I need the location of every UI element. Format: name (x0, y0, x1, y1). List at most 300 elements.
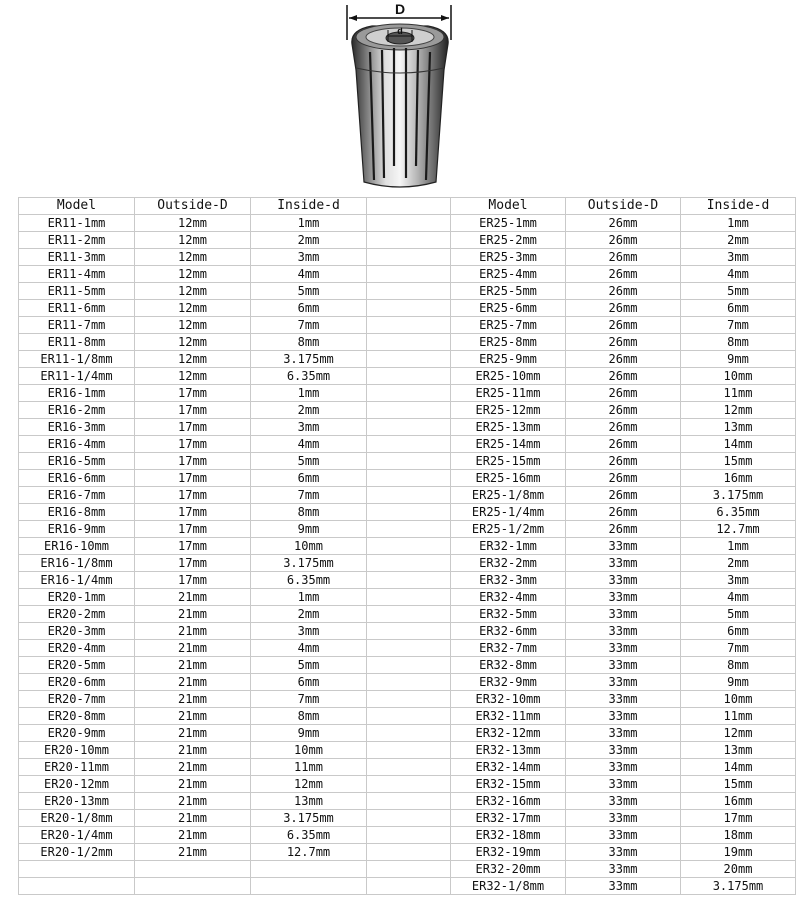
spacer-cell (367, 776, 451, 793)
model-cell: ER20-1mm (19, 589, 135, 606)
inside-d-cell: 1mm (251, 589, 367, 606)
model-cell: ER25-13mm (451, 419, 566, 436)
model-cell: ER32-1mm (451, 538, 566, 555)
table-row (19, 606, 796, 623)
table-row (19, 300, 796, 317)
model-cell: ER11-3mm (19, 249, 135, 266)
spacer-cell (367, 555, 451, 572)
outside-d-cell: 33mm (566, 725, 681, 742)
table-row (19, 640, 796, 657)
inside-d-cell: 2mm (681, 555, 796, 572)
model-cell: ER32-20mm (451, 861, 566, 878)
outside-d-cell: 33mm (566, 810, 681, 827)
table-row (19, 470, 796, 487)
outside-d-cell: 26mm (566, 521, 681, 538)
column-header: Model (19, 198, 135, 215)
model-cell: ER32-17mm (451, 810, 566, 827)
inside-d-cell: 2mm (251, 606, 367, 623)
inside-d-cell: 5mm (251, 657, 367, 674)
outside-d-cell: 12mm (135, 300, 251, 317)
model-cell: ER16-1/8mm (19, 555, 135, 572)
outside-d-cell: 33mm (566, 589, 681, 606)
spacer-cell (367, 844, 451, 861)
outside-d-cell: 21mm (135, 793, 251, 810)
inside-d-cell: 18mm (681, 827, 796, 844)
model-cell: ER20-6mm (19, 674, 135, 691)
table-row (19, 861, 796, 878)
model-cell: ER16-5mm (19, 453, 135, 470)
outside-d-cell: 17mm (135, 453, 251, 470)
model-cell: ER11-8mm (19, 334, 135, 351)
outside-d-cell: 12mm (135, 232, 251, 249)
model-cell: ER32-2mm (451, 555, 566, 572)
outside-d-cell: 26mm (566, 232, 681, 249)
outside-d-cell: 26mm (566, 487, 681, 504)
model-cell: ER32-6mm (451, 623, 566, 640)
model-cell: ER20-8mm (19, 708, 135, 725)
inside-d-cell: 9mm (681, 351, 796, 368)
outside-d-cell: 12mm (135, 334, 251, 351)
outside-d-cell: 33mm (566, 623, 681, 640)
outside-d-cell: 17mm (135, 555, 251, 572)
model-cell: ER11-4mm (19, 266, 135, 283)
inside-d-cell: 7mm (681, 317, 796, 334)
model-cell: ER20-2mm (19, 606, 135, 623)
model-cell: ER16-10mm (19, 538, 135, 555)
outside-d-cell: 26mm (566, 402, 681, 419)
outside-d-cell: 17mm (135, 521, 251, 538)
inside-d-cell: 3mm (251, 623, 367, 640)
spacer-cell (367, 810, 451, 827)
model-cell: ER25-8mm (451, 334, 566, 351)
outside-d-cell: 26mm (566, 385, 681, 402)
model-cell: ER20-5mm (19, 657, 135, 674)
model-cell: ER20-1/4mm (19, 827, 135, 844)
model-cell: ER25-4mm (451, 266, 566, 283)
model-cell: ER32-5mm (451, 606, 566, 623)
model-cell: ER11-1/4mm (19, 368, 135, 385)
outside-d-cell: 26mm (566, 334, 681, 351)
table-row (19, 334, 796, 351)
model-cell: ER25-6mm (451, 300, 566, 317)
empty-cell (251, 878, 367, 895)
outside-d-cell: 21mm (135, 827, 251, 844)
outer-diameter-label: D (394, 1, 406, 17)
inside-d-cell: 4mm (251, 436, 367, 453)
inside-d-cell: 6mm (251, 300, 367, 317)
table-row (19, 266, 796, 283)
outside-d-cell: 33mm (566, 538, 681, 555)
inside-d-cell: 11mm (251, 759, 367, 776)
table-row (19, 623, 796, 640)
table-row (19, 453, 796, 470)
table-row (19, 215, 796, 232)
outside-d-cell: 21mm (135, 742, 251, 759)
model-cell: ER32-19mm (451, 844, 566, 861)
spacer-cell (367, 249, 451, 266)
outside-d-cell: 21mm (135, 606, 251, 623)
inside-d-cell: 12mm (251, 776, 367, 793)
inside-d-cell: 12mm (681, 725, 796, 742)
empty-cell (19, 878, 135, 895)
inside-d-cell: 3.175mm (681, 487, 796, 504)
inside-d-cell: 12mm (681, 402, 796, 419)
spacer-cell (367, 538, 451, 555)
outside-d-cell: 21mm (135, 708, 251, 725)
model-cell: ER25-1/4mm (451, 504, 566, 521)
inside-d-cell: 13mm (681, 742, 796, 759)
model-cell: ER25-2mm (451, 232, 566, 249)
outside-d-cell: 26mm (566, 419, 681, 436)
model-cell: ER16-6mm (19, 470, 135, 487)
inside-d-cell: 3mm (681, 572, 796, 589)
column-header: Inside-d (251, 198, 367, 215)
outside-d-cell: 12mm (135, 317, 251, 334)
table-row (19, 385, 796, 402)
outside-d-cell: 26mm (566, 470, 681, 487)
model-cell: ER16-9mm (19, 521, 135, 538)
table-row (19, 742, 796, 759)
outside-d-cell: 26mm (566, 504, 681, 521)
inside-d-cell: 16mm (681, 470, 796, 487)
outside-d-cell: 26mm (566, 249, 681, 266)
spacer-cell (367, 861, 451, 878)
inside-d-cell: 3mm (251, 419, 367, 436)
model-cell: ER25-10mm (451, 368, 566, 385)
inside-d-cell: 11mm (681, 708, 796, 725)
model-cell: ER25-7mm (451, 317, 566, 334)
model-cell: ER25-1/8mm (451, 487, 566, 504)
inside-d-cell: 14mm (681, 759, 796, 776)
model-cell: ER32-15mm (451, 776, 566, 793)
model-cell: ER20-13mm (19, 793, 135, 810)
outside-d-cell: 21mm (135, 844, 251, 861)
inside-d-cell: 2mm (681, 232, 796, 249)
table-header-row (19, 198, 796, 215)
inside-d-cell: 12.7mm (681, 521, 796, 538)
table-row (19, 402, 796, 419)
outside-d-cell: 12mm (135, 266, 251, 283)
model-cell: ER25-15mm (451, 453, 566, 470)
outside-d-cell: 17mm (135, 538, 251, 555)
model-cell: ER25-5mm (451, 283, 566, 300)
column-header: Outside-D (135, 198, 251, 215)
table-row (19, 844, 796, 861)
outside-d-cell: 33mm (566, 555, 681, 572)
table-row (19, 657, 796, 674)
model-cell: ER20-11mm (19, 759, 135, 776)
inside-d-cell: 12.7mm (251, 844, 367, 861)
table-row (19, 878, 796, 895)
outside-d-cell: 17mm (135, 487, 251, 504)
model-cell: ER25-12mm (451, 402, 566, 419)
inside-d-cell: 8mm (681, 657, 796, 674)
spacer-cell (367, 385, 451, 402)
spacer-cell (367, 351, 451, 368)
table-row (19, 419, 796, 436)
outside-d-cell: 33mm (566, 793, 681, 810)
table-row (19, 572, 796, 589)
outside-d-cell: 33mm (566, 708, 681, 725)
outside-d-cell: 26mm (566, 266, 681, 283)
table-row (19, 691, 796, 708)
outside-d-cell: 12mm (135, 351, 251, 368)
table-row (19, 759, 796, 776)
outside-d-cell: 26mm (566, 453, 681, 470)
outside-d-cell: 21mm (135, 657, 251, 674)
inside-d-cell: 3.175mm (251, 555, 367, 572)
model-cell: ER11-7mm (19, 317, 135, 334)
collet-spec-table (18, 197, 796, 895)
outside-d-cell: 33mm (566, 606, 681, 623)
spacer-cell (367, 198, 451, 215)
inside-d-cell: 16mm (681, 793, 796, 810)
inside-d-cell: 13mm (251, 793, 367, 810)
table-row (19, 436, 796, 453)
inside-d-cell: 19mm (681, 844, 796, 861)
inside-d-cell: 4mm (681, 266, 796, 283)
spacer-cell (367, 657, 451, 674)
spacer-cell (367, 606, 451, 623)
model-cell: ER25-1mm (451, 215, 566, 232)
spacer-cell (367, 640, 451, 657)
outside-d-cell: 33mm (566, 572, 681, 589)
inside-d-cell: 8mm (251, 708, 367, 725)
inside-d-cell: 3.175mm (681, 878, 796, 895)
outside-d-cell: 26mm (566, 215, 681, 232)
spacer-cell (367, 759, 451, 776)
spacer-cell (367, 334, 451, 351)
outside-d-cell: 33mm (566, 827, 681, 844)
outside-d-cell: 21mm (135, 640, 251, 657)
table-row (19, 487, 796, 504)
model-cell: ER32-13mm (451, 742, 566, 759)
spacer-cell (367, 742, 451, 759)
inside-d-cell: 10mm (251, 742, 367, 759)
empty-cell (251, 861, 367, 878)
table-row (19, 589, 796, 606)
inside-d-cell: 7mm (251, 317, 367, 334)
inside-d-cell: 3.175mm (251, 351, 367, 368)
inside-d-cell: 1mm (251, 385, 367, 402)
table-row (19, 317, 796, 334)
spacer-cell (367, 827, 451, 844)
model-cell: ER32-18mm (451, 827, 566, 844)
outside-d-cell: 12mm (135, 283, 251, 300)
inside-d-cell: 8mm (251, 504, 367, 521)
empty-cell (135, 861, 251, 878)
outside-d-cell: 26mm (566, 351, 681, 368)
table-row (19, 555, 796, 572)
inside-d-cell: 7mm (251, 691, 367, 708)
spacer-cell (367, 572, 451, 589)
inside-d-cell: 6mm (251, 470, 367, 487)
spacer-cell (367, 453, 451, 470)
outside-d-cell: 21mm (135, 776, 251, 793)
model-cell: ER20-9mm (19, 725, 135, 742)
model-cell: ER32-9mm (451, 674, 566, 691)
inside-d-cell: 8mm (251, 334, 367, 351)
outside-d-cell: 33mm (566, 657, 681, 674)
outside-d-cell: 21mm (135, 623, 251, 640)
spacer-cell (367, 691, 451, 708)
spacer-cell (367, 504, 451, 521)
model-cell: ER32-8mm (451, 657, 566, 674)
spacer-cell (367, 725, 451, 742)
inside-d-cell: 7mm (681, 640, 796, 657)
outside-d-cell: 21mm (135, 674, 251, 691)
column-header: Outside-D (566, 198, 681, 215)
table-row (19, 810, 796, 827)
outside-d-cell: 26mm (566, 368, 681, 385)
outside-d-cell: 26mm (566, 317, 681, 334)
inside-d-cell: 9mm (251, 725, 367, 742)
table-row (19, 793, 796, 810)
inside-d-cell: 15mm (681, 776, 796, 793)
inside-d-cell: 3mm (681, 249, 796, 266)
spacer-cell (367, 283, 451, 300)
inside-d-cell: 4mm (251, 640, 367, 657)
outside-d-cell: 33mm (566, 674, 681, 691)
spacer-cell (367, 300, 451, 317)
inside-d-cell: 6.35mm (251, 572, 367, 589)
model-cell: ER32-16mm (451, 793, 566, 810)
outside-d-cell: 33mm (566, 844, 681, 861)
outside-d-cell: 26mm (566, 300, 681, 317)
spacer-cell (367, 266, 451, 283)
inside-d-cell: 13mm (681, 419, 796, 436)
spacer-cell (367, 674, 451, 691)
model-cell: ER32-4mm (451, 589, 566, 606)
empty-cell (135, 878, 251, 895)
table-row (19, 708, 796, 725)
inside-d-cell: 4mm (251, 266, 367, 283)
outside-d-cell: 17mm (135, 419, 251, 436)
outside-d-cell: 21mm (135, 759, 251, 776)
outside-d-cell: 26mm (566, 436, 681, 453)
spacer-cell (367, 232, 451, 249)
table-row (19, 725, 796, 742)
inside-d-cell: 6.35mm (681, 504, 796, 521)
outside-d-cell: 17mm (135, 470, 251, 487)
model-cell: ER20-4mm (19, 640, 135, 657)
table-row (19, 351, 796, 368)
outside-d-cell: 33mm (566, 861, 681, 878)
model-cell: ER20-1/2mm (19, 844, 135, 861)
inside-d-cell: 5mm (251, 283, 367, 300)
model-cell: ER11-2mm (19, 232, 135, 249)
inside-d-cell: 1mm (681, 215, 796, 232)
spacer-cell (367, 589, 451, 606)
model-cell: ER32-7mm (451, 640, 566, 657)
model-cell: ER20-1/8mm (19, 810, 135, 827)
outside-d-cell: 33mm (566, 742, 681, 759)
outside-d-cell: 17mm (135, 385, 251, 402)
model-cell: ER25-16mm (451, 470, 566, 487)
inside-d-cell: 6.35mm (251, 827, 367, 844)
table-row (19, 283, 796, 300)
outside-d-cell: 26mm (566, 283, 681, 300)
model-cell: ER11-1mm (19, 215, 135, 232)
model-cell: ER32-3mm (451, 572, 566, 589)
spacer-cell (367, 215, 451, 232)
outside-d-cell: 33mm (566, 640, 681, 657)
model-cell: ER20-10mm (19, 742, 135, 759)
spacer-cell (367, 708, 451, 725)
model-cell: ER25-3mm (451, 249, 566, 266)
outside-d-cell: 17mm (135, 504, 251, 521)
spacer-cell (367, 402, 451, 419)
inside-d-cell: 6mm (681, 300, 796, 317)
inside-d-cell: 1mm (251, 215, 367, 232)
model-cell: ER16-3mm (19, 419, 135, 436)
model-cell: ER16-1/4mm (19, 572, 135, 589)
outside-d-cell: 17mm (135, 402, 251, 419)
spacer-cell (367, 793, 451, 810)
model-cell: ER25-9mm (451, 351, 566, 368)
inner-diameter-label: d (397, 26, 403, 36)
model-cell: ER32-14mm (451, 759, 566, 776)
inside-d-cell: 8mm (681, 334, 796, 351)
outside-d-cell: 33mm (566, 878, 681, 895)
column-header: Inside-d (681, 198, 796, 215)
inside-d-cell: 6.35mm (251, 368, 367, 385)
inside-d-cell: 14mm (681, 436, 796, 453)
table-row (19, 827, 796, 844)
outside-d-cell: 21mm (135, 725, 251, 742)
spacer-cell (367, 368, 451, 385)
table-row (19, 504, 796, 521)
inside-d-cell: 15mm (681, 453, 796, 470)
outside-d-cell: 12mm (135, 249, 251, 266)
model-cell: ER20-3mm (19, 623, 135, 640)
model-cell: ER16-1mm (19, 385, 135, 402)
empty-cell (19, 861, 135, 878)
inside-d-cell: 10mm (251, 538, 367, 555)
inside-d-cell: 9mm (251, 521, 367, 538)
inside-d-cell: 6mm (681, 623, 796, 640)
model-cell: ER20-12mm (19, 776, 135, 793)
table-row (19, 232, 796, 249)
outside-d-cell: 17mm (135, 572, 251, 589)
spacer-cell (367, 419, 451, 436)
table-row (19, 674, 796, 691)
model-cell: ER11-1/8mm (19, 351, 135, 368)
table-row (19, 538, 796, 555)
outside-d-cell: 21mm (135, 589, 251, 606)
model-cell: ER11-5mm (19, 283, 135, 300)
inside-d-cell: 4mm (681, 589, 796, 606)
table-row (19, 776, 796, 793)
spacer-cell (367, 623, 451, 640)
model-cell: ER32-12mm (451, 725, 566, 742)
model-cell: ER25-14mm (451, 436, 566, 453)
inside-d-cell: 3mm (251, 249, 367, 266)
model-cell: ER16-4mm (19, 436, 135, 453)
outside-d-cell: 12mm (135, 215, 251, 232)
outside-d-cell: 21mm (135, 691, 251, 708)
column-header: Model (451, 198, 566, 215)
inside-d-cell: 1mm (681, 538, 796, 555)
inside-d-cell: 20mm (681, 861, 796, 878)
collet-diagram (330, 0, 470, 193)
spacer-cell (367, 487, 451, 504)
table-row (19, 521, 796, 538)
inside-d-cell: 10mm (681, 691, 796, 708)
spacer-cell (367, 436, 451, 453)
table-row (19, 368, 796, 385)
outside-d-cell: 21mm (135, 810, 251, 827)
